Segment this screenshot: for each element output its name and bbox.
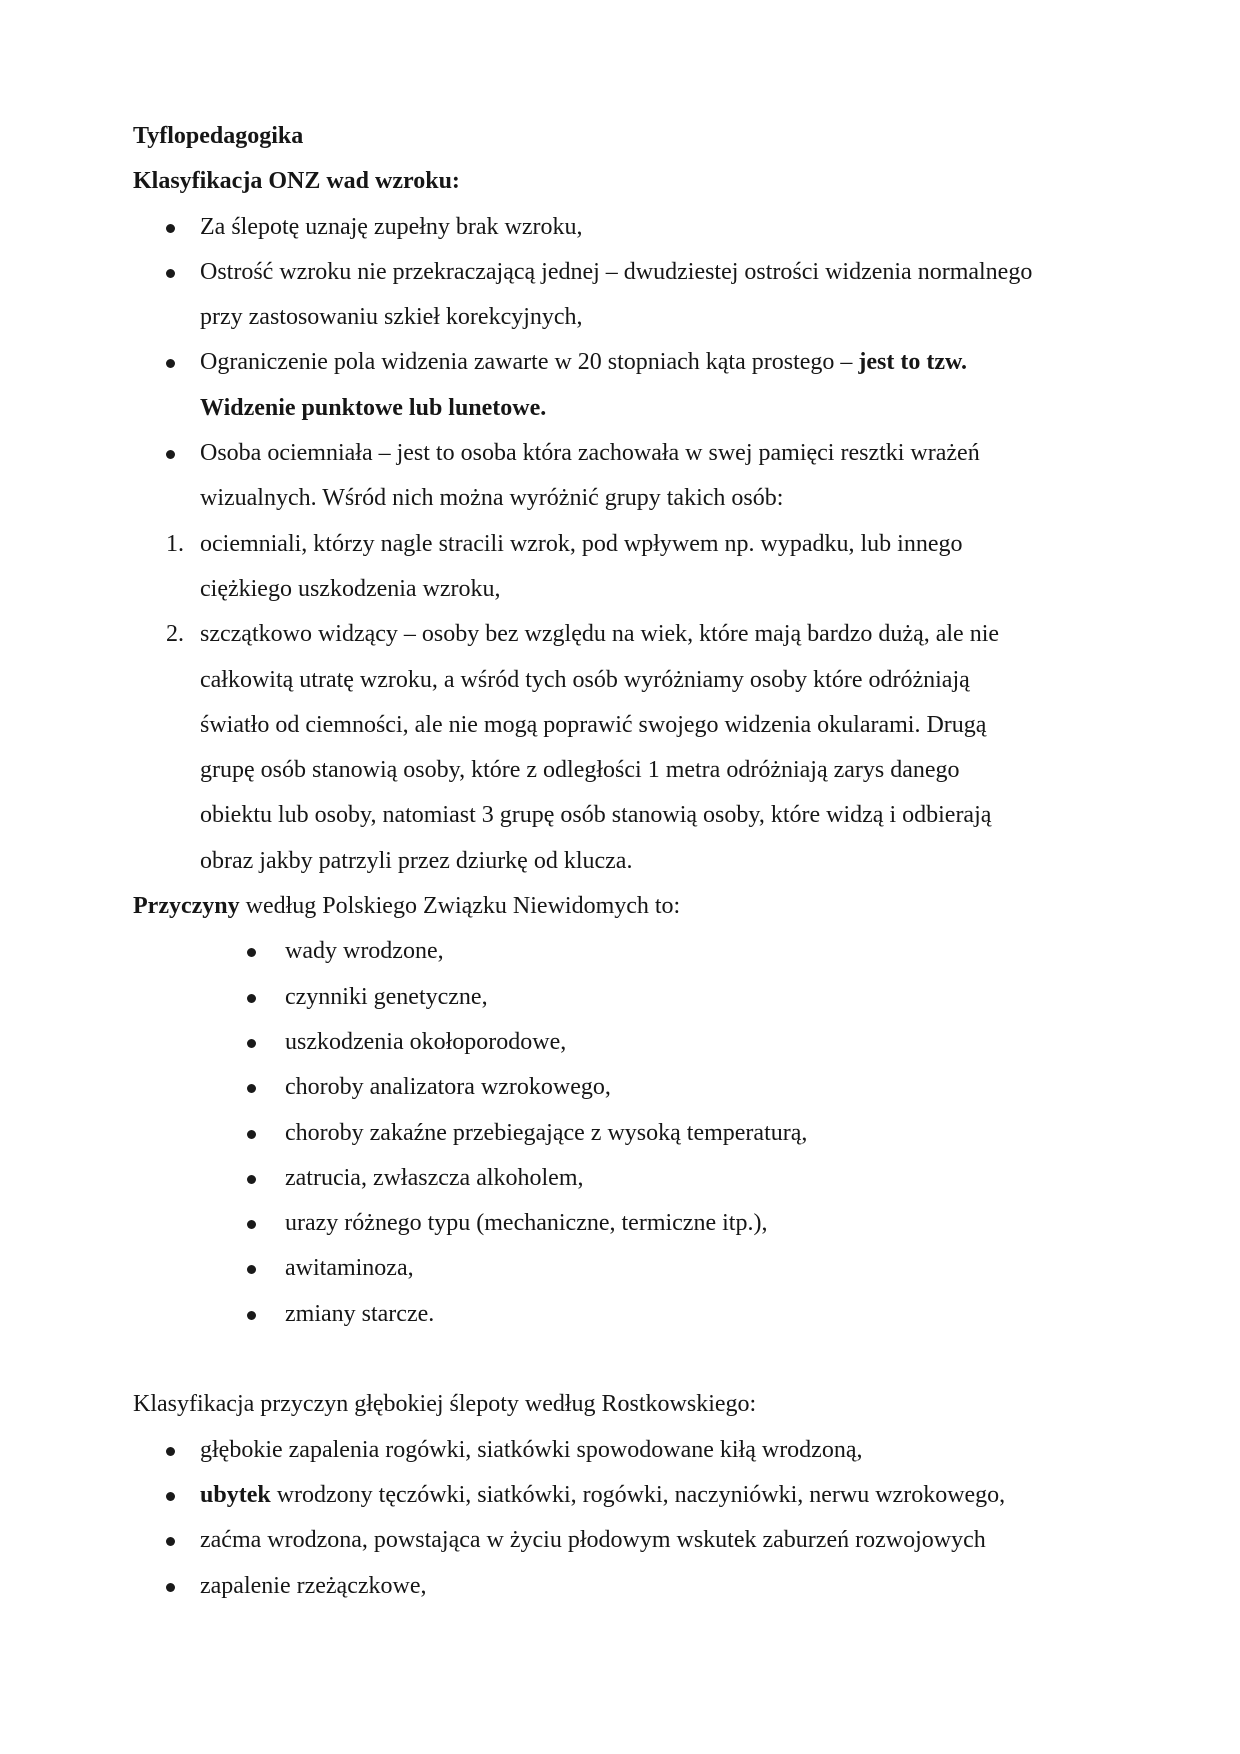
text-line: [133, 476, 1140, 521]
text-segment: choroby zakaźne przebiegające z wysoką temperaturą,: [285, 1119, 808, 1146]
bullet-icon: [166, 269, 175, 278]
list-item: [133, 1020, 1140, 1065]
doc-title: [133, 114, 1140, 159]
list-item: [133, 1201, 1140, 1246]
list-item: [133, 1065, 1140, 1110]
text-line: [133, 839, 1140, 884]
text-segment: Tyflopedagogika: [133, 123, 304, 149]
list-item: [133, 431, 1140, 522]
list-item: [133, 1518, 1140, 1563]
text-line: [133, 929, 1140, 974]
list-item: [133, 205, 1140, 250]
text-line: [133, 1201, 1140, 1246]
text-segment: zapalenie rzeżączkowe,: [200, 1572, 427, 1599]
text-segment: szczątkowo widzący – osoby bez względu na wiek, które mają bardzo dużą, ale nie: [200, 621, 1000, 648]
text-line: [133, 340, 1140, 385]
text-segment: uszkodzenia okołoporodowe,: [285, 1028, 567, 1055]
text-line: [133, 1518, 1140, 1563]
list-item: [133, 250, 1140, 341]
text-segment: jest to tzw.: [858, 349, 968, 376]
text-segment: urazy różnego typu (mechaniczne, termiczne itp.),: [285, 1210, 768, 1237]
text-line: [133, 748, 1140, 793]
text-line: [133, 567, 1140, 612]
bullet-icon: [166, 359, 175, 368]
bullet-icon: [166, 1492, 175, 1501]
text-line: [133, 386, 1140, 431]
text-segment: wrodzony tęczówki, siatkówki, rogówki, naczyniówki, nerwu wzrokowego,: [270, 1481, 1006, 1508]
text-line: [133, 1111, 1140, 1156]
text-line: [133, 159, 1140, 204]
text-segment: ubytek: [200, 1481, 271, 1508]
text-segment: Klasyfikacja przyczyn głębokiej ślepoty według Rostkowskiego:: [133, 1391, 757, 1418]
text-line: [133, 1428, 1140, 1473]
text-segment: wizualnych. Wśród nich można wyróżnić grupy takich osób:: [200, 485, 784, 512]
numbered-item: [133, 522, 1140, 613]
list-item: [133, 1292, 1140, 1337]
text-segment: głębokie zapalenia rogówki, siatkówki spowodowane kiłą wrodzoną,: [200, 1436, 863, 1463]
text-segment: Za ślepotę uznaję zupełny brak wzroku,: [200, 213, 583, 240]
bullet-icon: [247, 1311, 256, 1320]
bullet-icon: [166, 1583, 175, 1592]
text-line: [133, 205, 1140, 250]
text-line: [133, 884, 1140, 929]
text-segment: przy zastosowaniu szkieł korekcyjnych,: [200, 304, 583, 331]
text-line: [133, 1156, 1140, 1201]
list-item: [133, 340, 1140, 431]
text-line: [133, 1020, 1140, 1065]
text-segment: choroby analizatora wzrokowego,: [285, 1074, 611, 1101]
text-line: [133, 1065, 1140, 1110]
numbered-item: [133, 612, 1140, 884]
text-segment: obiektu lub osoby, natomiast 3 grupę osób stanowią osoby, które widzą i odbierają: [200, 802, 992, 829]
text-line: [133, 1246, 1140, 1291]
list-item: [133, 1473, 1140, 1518]
bullet-icon: [166, 1537, 175, 1546]
text-line: [133, 250, 1140, 295]
text-line: [133, 612, 1140, 657]
text-segment: obraz jakby patrzyli przez dziurkę od klucza.: [200, 847, 633, 874]
heading-rostkowski: [133, 1382, 1140, 1427]
list-item: [133, 1564, 1140, 1609]
heading-klasyfikacja-onz: [133, 159, 1140, 204]
text-segment: Przyczyny: [133, 893, 240, 920]
text-line: [133, 703, 1140, 748]
bullet-icon: [247, 1084, 256, 1093]
list-item: [133, 1428, 1140, 1473]
text-line: [133, 1473, 1140, 1518]
text-line: [133, 1382, 1140, 1427]
text-segment: światło od ciemności, ale nie mogą poprawić swojego widzenia okularami. Drugą: [200, 711, 987, 738]
text-line: [133, 114, 1140, 159]
text-segment: Osoba ociemniała – jest to osoba która zachowała w swej pamięci resztki wrażeń: [200, 440, 980, 467]
list-number: 1.: [166, 530, 184, 557]
text-line: [133, 793, 1140, 838]
text-segment: Ostrość wzroku nie przekraczającą jednej – dwudziestej ostrości widzenia normalnego: [200, 258, 1033, 285]
bullet-icon: [247, 1130, 256, 1139]
bullet-icon: [247, 1220, 256, 1229]
text-segment: Ograniczenie pola widzenia zawarte w 20 stopniach kąta prostego –: [200, 349, 859, 376]
bullet-icon: [247, 1039, 256, 1048]
text-line: [133, 975, 1140, 1020]
bullet-icon: [247, 1265, 256, 1274]
list-item: [133, 1111, 1140, 1156]
bullet-icon: [247, 1175, 256, 1184]
text-line: [133, 431, 1140, 476]
text-line: [133, 295, 1140, 340]
list-item: [133, 975, 1140, 1020]
list-item: [133, 1246, 1140, 1291]
bullet-icon: [166, 1447, 175, 1456]
blank-line: [133, 1337, 1140, 1382]
text-segment: grupę osób stanowią osoby, które z odległości 1 metra odróżniają zarys danego: [200, 757, 960, 784]
text-segment: ociemniali, którzy nagle stracili wzrok, pod wpływem np. wypadku, lub innego: [200, 530, 963, 557]
text-line: [133, 522, 1140, 567]
text-segment: awitaminoza,: [285, 1255, 414, 1282]
bullet-icon: [166, 450, 175, 459]
bullet-icon: [166, 224, 175, 233]
heading-przyczyny: [133, 884, 1140, 929]
text-segment: według Polskiego Związku Niewidomych to:: [239, 893, 681, 920]
text-line: [133, 1292, 1140, 1337]
text-segment: zatrucia, zwłaszcza alkoholem,: [285, 1164, 584, 1191]
list-item: [133, 929, 1140, 974]
text-segment: ciężkiego uszkodzenia wzroku,: [200, 575, 501, 602]
list-number: 2.: [166, 621, 184, 648]
text-line: [133, 1564, 1140, 1609]
text-segment: zmiany starcze.: [285, 1300, 435, 1327]
text-line: [133, 658, 1140, 703]
text-segment: wady wrodzone,: [285, 938, 444, 965]
text-segment: czynniki genetyczne,: [285, 983, 488, 1010]
text-segment: zaćma wrodzona, powstająca w życiu płodowym wskutek zaburzeń rozwojowych: [200, 1527, 986, 1554]
text-segment: Widzenie punktowe lub lunetowe.: [200, 394, 547, 421]
text-segment: całkowitą utratę wzroku, a wśród tych osób wyróżniamy osoby które odróżniają: [200, 666, 970, 693]
bullet-icon: [247, 948, 256, 957]
text-segment: Klasyfikacja ONZ wad wzroku:: [133, 168, 460, 195]
list-item: [133, 1156, 1140, 1201]
bullet-icon: [247, 994, 256, 1003]
